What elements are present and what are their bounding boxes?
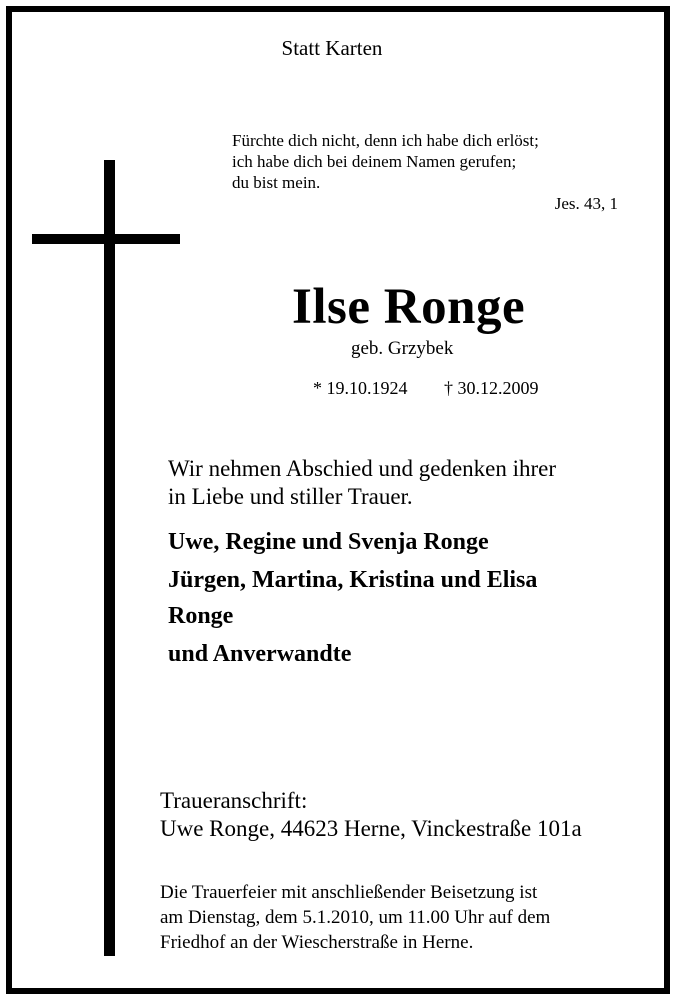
verse-line: Fürchte dich nicht, denn ich habe dich erlöst; bbox=[232, 131, 539, 150]
cross-icon-horizontal-bar bbox=[32, 234, 180, 244]
header-label: Statt Karten bbox=[281, 36, 383, 60]
verse-line: du bist mein. bbox=[232, 173, 321, 192]
deceased-name: Ilse Ronge bbox=[292, 279, 526, 335]
mourner-line: Uwe, Regine und Svenja Ronge bbox=[168, 529, 489, 555]
header-text bbox=[12, 36, 664, 61]
cross-icon-vertical-bar bbox=[104, 160, 115, 956]
death-date: † 30.12.2009 bbox=[444, 378, 539, 398]
birth-name: geb. Grzybek bbox=[351, 338, 454, 359]
mourner-line: Jürgen, Martina, Kristina und Elisa bbox=[168, 567, 538, 593]
verse-line: ich habe dich bei deinem Namen gerufen; bbox=[232, 152, 517, 171]
mourner-line: und Anverwandte bbox=[168, 641, 352, 667]
mourner-line: Ronge bbox=[168, 603, 234, 629]
funeral-line: Friedhof an der Wiescherstraße in Herne. bbox=[160, 932, 474, 953]
verse-reference: Jes. 43, 1 bbox=[554, 194, 618, 213]
address-label: Traueranschrift: bbox=[160, 788, 308, 813]
birth-date: * 19.10.1924 bbox=[313, 378, 408, 398]
funeral-line: Die Trauerfeier mit anschließender Beisetzung ist bbox=[160, 882, 538, 903]
farewell-line: in Liebe und stiller Trauer. bbox=[168, 484, 413, 509]
farewell-line: Wir nehmen Abschied und gedenken ihrer bbox=[168, 456, 557, 481]
funeral-line: am Dienstag, dem 5.1.2010, um 11.00 Uhr auf dem bbox=[160, 907, 551, 928]
obituary-frame bbox=[6, 6, 670, 994]
address-text: Uwe Ronge, 44623 Herne, Vinckestraße 101a bbox=[160, 816, 582, 841]
